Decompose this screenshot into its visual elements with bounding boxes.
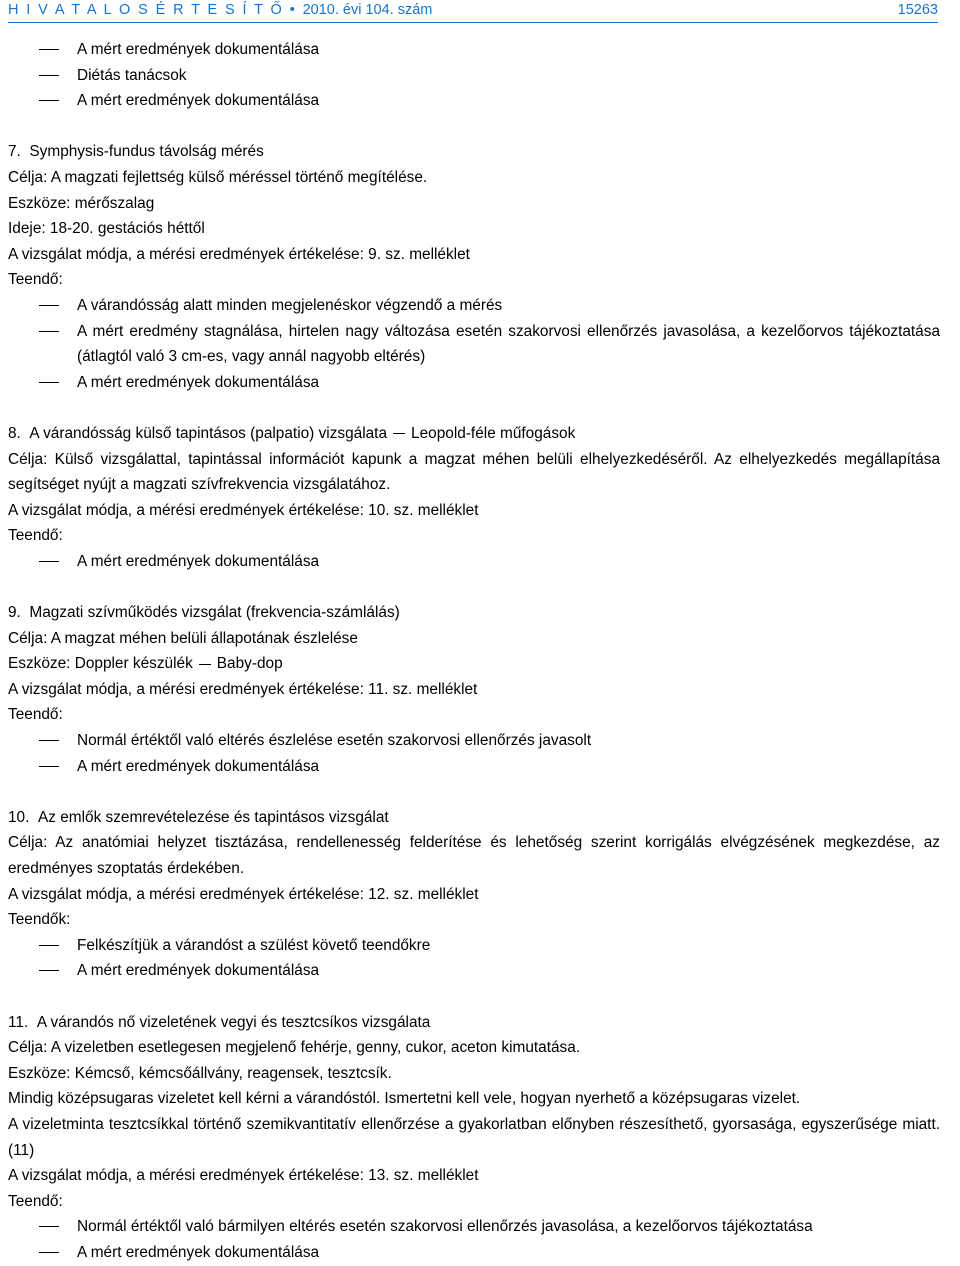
list-item: A várandósság alatt minden megjelenéskor végzendő a mérés	[8, 293, 940, 319]
section-8-title: 8. A várandósság külső tapintásos (palpatio) vizsgálata Leopold-féle műfogások	[8, 424, 576, 442]
dash-bullet	[39, 740, 59, 741]
page-number: 15263	[897, 2, 938, 18]
spacer	[8, 114, 940, 140]
spacer	[8, 574, 940, 600]
en-dash	[393, 433, 405, 434]
spacer	[8, 395, 940, 421]
s8-celja: Célja: Külső vizsgálattal, tapintással információt kapunk a magzat méhen belüli elhelyezkedéséről. Az elhelyezkedés megállapítása segítséget nyújt a magzati szívfrekvencia vizsgálatához.	[8, 450, 940, 494]
header-bullet: •	[289, 2, 297, 18]
header-rule	[8, 22, 938, 23]
list-item: A mért eredmények dokumentálása	[8, 37, 940, 63]
s7-celja: Célja: A magzati fejlettség külső méréssel történő megítélése.	[8, 168, 428, 186]
dash-bullet	[39, 75, 59, 76]
s7-teendo: Teendő:	[8, 271, 63, 289]
s7-eszkoze: Eszköze: mérőszalag	[8, 194, 155, 212]
s11-teendo: Teendő:	[8, 1192, 63, 1210]
list-item: A mért eredmények dokumentálása	[8, 754, 940, 780]
s11-celja: Célja: A vizeletben esetlegesen megjelenő fehérje, genny, cukor, aceton kimutatása.	[8, 1039, 581, 1057]
list-item: A mért eredmények dokumentálása	[8, 1240, 940, 1266]
list-item: Normál értéktől való eltérés észlelése esetén szakorvosi ellenőrzés javasolt	[8, 728, 940, 754]
list-item: Normál értéktől való bármilyen eltérés esetén szakorvosi ellenőrzés javasolása, a kezelőorvos tájékoztatása	[8, 1214, 940, 1240]
journal-name: H I V A T A L O S É R T E S Í T Ő	[8, 2, 284, 18]
en-dash	[199, 664, 211, 665]
dash-bullet	[39, 945, 59, 946]
running-head	[8, 0, 432, 20]
dash-bullet	[39, 561, 59, 562]
document-body	[8, 37, 940, 1266]
dash-bullet	[39, 970, 59, 971]
list-item: A mért eredmények dokumentálása	[8, 88, 940, 114]
list-item: A mért eredmények dokumentálása	[8, 958, 940, 984]
dash-bullet	[39, 49, 59, 50]
list-item: Felkészítjük a várandóst a szülést követő teendőkre	[8, 933, 940, 959]
dash-bullet	[39, 1226, 59, 1227]
list-item: A mért eredmény stagnálása, hirtelen nagy változása esetén szakorvosi ellenőrzés javasolása, a kezelőorvos tájékoztatása (átlagtól való 3 cm-es, vagy annál nagyobb eltérés)	[8, 319, 940, 370]
s9-teendo: Teendő:	[8, 706, 63, 724]
dash-bullet	[39, 305, 59, 306]
s10-modja: A vizsgálat módja, a mérési eredmények értékelése: 12. sz. melléklet	[8, 885, 479, 903]
s10-celja: Célja: Az anatómiai helyzet tisztázása, rendellenesség felderítése és lehetőség szerint korrigálás elvégzésének megkezdése, az eredményes szoptatás érdekében.	[8, 834, 940, 877]
dash-bullet	[39, 100, 59, 101]
s9-modja: A vizsgálat módja, a mérési eredmények értékelése: 11. sz. melléklet	[8, 680, 478, 698]
spacer	[8, 779, 940, 805]
s8-modja: A vizsgálat módja, a mérési eredmények értékelése: 10. sz. melléklet	[8, 501, 479, 519]
section-10-title: 10. Az emlők szemrevételezése és tapintásos vizsgálat	[8, 808, 389, 826]
s9-eszkoze: Eszköze: Doppler készülék Baby-dop	[8, 655, 283, 673]
s11-eszkoze: Eszköze: Kémcső, kémcsőállvány, reagensek, tesztcsík.	[8, 1064, 392, 1082]
list-item: Diétás tanácsok	[8, 63, 940, 89]
issue-label: 2010. évi 104. szám	[302, 2, 433, 18]
dash-bullet	[39, 382, 59, 383]
spacer	[8, 984, 940, 1010]
dash-bullet	[39, 331, 59, 332]
section-11-title: 11. A várandós nő vizeletének vegyi és tesztcsíkos vizsgálata	[8, 1013, 431, 1031]
section-7-title: 7. Symphysis-fundus távolság mérés	[8, 143, 264, 161]
s7-ideje: Ideje: 18-20. gestációs héttől	[8, 220, 205, 238]
page-header	[8, 0, 938, 20]
s8-teendo: Teendő:	[8, 527, 63, 545]
dash-bullet	[39, 1252, 59, 1253]
s11-mindig: Mindig középsugaras vizeletet kell kérni a várandóstól. Ismertetni kell vele, hogyan nyerhető a középsugaras vizelet.	[8, 1090, 801, 1108]
s9-celja: Célja: A magzat méhen belüli állapotának észlelése	[8, 629, 358, 647]
list-item: A mért eredmények dokumentálása	[8, 370, 940, 396]
s10-teendo: Teendők:	[8, 911, 71, 929]
section-9-title: 9. Magzati szívműködés vizsgálat (frekvencia-számlálás)	[8, 604, 400, 622]
dash-bullet	[39, 766, 59, 767]
s11-teszt: A vizeletminta tesztcsíkkal történő szemikvantitatív ellenőrzése a gyakorlatban előnyben részesíthető, gyorsasága, egyszerűsége miatt. (11)	[8, 1115, 940, 1159]
s11-modja: A vizsgálat módja, a mérési eredmények értékelése: 13. sz. melléklet	[8, 1167, 479, 1185]
s7-modja: A vizsgálat módja, a mérési eredmények értékelése: 9. sz. melléklet	[8, 245, 470, 263]
list-item: A mért eredmények dokumentálása	[8, 549, 940, 575]
